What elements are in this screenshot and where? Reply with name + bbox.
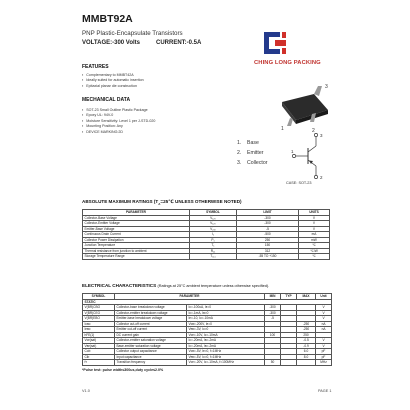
mechanical-item: ▪ DEVICE MARKING:2D	[82, 130, 155, 135]
pin-number-label: 2	[312, 128, 315, 134]
table-cell: -5	[265, 316, 281, 322]
table-cell: mA	[299, 232, 330, 238]
table-cell: 312	[237, 248, 299, 254]
cl-logo-icon	[262, 30, 288, 56]
table-cell: -500	[237, 232, 299, 238]
table-cell: Iᴄ=-100uA, Iᴇ=0	[187, 305, 265, 311]
table-cell: Vᴄᴇ=-10V, Iᴄ=-10mA	[187, 332, 265, 338]
abs-max-title-sub: A	[158, 201, 161, 206]
table-cell: V	[316, 343, 332, 349]
table-cell: 6.0	[297, 349, 316, 355]
mechanical-item: ▪ Epoxy UL: 94V-0	[82, 113, 155, 118]
company-name: CHING LONG PACKING	[254, 60, 321, 66]
mechanical-list	[82, 108, 155, 135]
pin-number: 3.	[237, 160, 242, 166]
table-row	[83, 360, 332, 366]
table-cell: Continuous Drain Current	[83, 232, 190, 238]
mechanical-item: ▪ Mounting Position: Any	[82, 124, 155, 129]
table-cell: Cob	[83, 349, 115, 355]
static-section-label: STATIC	[83, 299, 332, 305]
case-label: CASE: SOT-23	[286, 181, 312, 185]
table-cell: ℃	[299, 254, 330, 260]
table-cell: Collector-Emitter Voltage	[83, 221, 190, 227]
table-cell: ℃/W	[299, 248, 330, 254]
table-cell	[297, 360, 316, 366]
feature-item: ▪ Ideally suited for automatic insertion	[82, 78, 144, 83]
mechanical-heading: MECHANICAL DATA	[82, 97, 131, 103]
column-header: MIN	[265, 294, 281, 300]
table-cell: Storage Temperature Range	[83, 254, 190, 260]
pin-item	[237, 158, 267, 168]
table-cell: DC current gain	[115, 332, 187, 338]
table-cell: Collector cut-off current	[115, 321, 187, 327]
column-header: PARAMETER	[115, 294, 265, 300]
table-cell: -0.9	[297, 343, 316, 349]
table-cell: Collector-emitter breakdown voltage	[115, 310, 187, 316]
pin-number-label: 1	[281, 126, 284, 132]
pin-list	[237, 138, 267, 168]
table-cell: Iᴇ=-10, Iᴄ=-10mA	[187, 316, 265, 322]
table-cell: fᴛ	[83, 360, 115, 366]
page-footer: PAGE 1	[318, 389, 332, 393]
table-cell: V	[299, 226, 330, 232]
table-cell: Collector output capacitance	[115, 349, 187, 355]
table-cell: Collector-Base Voltage	[83, 215, 190, 221]
table-cell: Iᴄ=-20mA, Iʙ=-2mA	[187, 343, 265, 349]
table-cell: Iᴄ=-1mA, Iʙ=0	[187, 310, 265, 316]
abs-max-title	[82, 199, 242, 206]
elec-char-table	[82, 293, 332, 366]
table-cell: ℃	[299, 243, 330, 249]
abs-max-title-rest: =25℃ UNLESS OTHERWISE NOTED)	[160, 199, 242, 204]
pin-number-label: 3	[325, 84, 328, 90]
schematic-pin-label: 2	[320, 175, 323, 180]
table-cell: Iᴇʙᴏ	[83, 327, 115, 333]
table-cell: Vᴄᴇ(sat)	[83, 338, 115, 344]
elec-title-text: ELECTRICAL CHARACTERISTICS	[82, 283, 157, 288]
table-cell: Input capacitance	[115, 354, 187, 360]
voltage-current-line	[82, 40, 217, 46]
pin-item	[237, 138, 267, 148]
table-cell: Junction Temperature	[83, 243, 190, 249]
pnp-transistor-schematic-icon	[290, 132, 338, 182]
table-cell: V(BR)EBO	[83, 316, 115, 322]
pin-number: 1.	[237, 140, 242, 146]
table-cell: 150	[237, 243, 299, 249]
table-cell: pF	[316, 349, 332, 355]
table-cell: -250	[297, 321, 316, 327]
column-header: SYMBOL	[83, 294, 115, 300]
schematic-pin-label: 3	[320, 133, 323, 138]
table-cell: Collector-base breakdown voltage	[115, 305, 187, 311]
current-spec: CURRENT:-0.5A	[156, 40, 202, 46]
voltage-spec: VOLTAGE:-300 Volts	[82, 40, 141, 46]
table-cell: V	[316, 316, 332, 322]
table-cell: Iᴄ=-20mA, Iʙ=-2mA	[187, 338, 265, 344]
table-cell: Collector-emitter saturation voltage	[115, 338, 187, 344]
table-cell: Vʙᴇ(sat)	[83, 343, 115, 349]
pin-item	[237, 148, 267, 158]
table-cell: V₁₂₀	[190, 221, 237, 227]
mechanical-item: ▪ SOT-23 Small Outline Plastic Package	[82, 108, 155, 113]
table-cell: Vᴇʙ=-3V, Iᴄ=0	[187, 327, 265, 333]
table-cell: Transition frequency	[115, 360, 187, 366]
table-cell: I₁	[190, 232, 237, 238]
table-cell: -250	[297, 327, 316, 333]
table-cell: -0.5	[297, 338, 316, 344]
elec-title-note: (Ratings at 25°C ambient temperature unless otherwise specified).	[157, 284, 270, 288]
table-cell: -300	[237, 215, 299, 221]
table-cell: 250	[297, 332, 316, 338]
column-header: Unit	[316, 294, 332, 300]
abs-max-table	[82, 209, 330, 260]
pin-name: Emitter	[247, 150, 264, 156]
table-cell: -300	[265, 305, 281, 311]
table-cell: 8.0	[297, 354, 316, 360]
table-cell: P₁	[190, 237, 237, 243]
table-cell: Collector Power Dissipation	[83, 237, 190, 243]
sot23-package-image	[262, 80, 352, 140]
table-cell: Vᴇʙ=-5V, Iᴄ=0, f=1MHz	[187, 354, 265, 360]
table-cell: -300	[237, 221, 299, 227]
table-cell: nA	[316, 327, 332, 333]
table-cell: T₁₁₁	[190, 254, 237, 260]
table-cell	[281, 360, 297, 366]
feature-item: ▪ Complementary to MMBT42A	[82, 73, 144, 78]
table-cell: Vᴄᴇ=-20V, Iᴄ=-10mA, f=100MHz	[187, 360, 265, 366]
table-cell: Vᴄʙ=-5V, Iᴇ=0, f=1MHz	[187, 349, 265, 355]
table-row	[83, 254, 330, 260]
version-footer: V1.0	[82, 389, 90, 393]
features-list	[82, 73, 144, 89]
table-cell: -55 TO +150	[237, 254, 299, 260]
table-cell: Vᴄʙ=-200V, Iᴇ=0	[187, 321, 265, 327]
table-cell: V	[316, 310, 332, 316]
features-heading: FEATURES	[82, 64, 109, 70]
table-cell: V	[299, 221, 330, 227]
table-cell: Emitter cut-off current	[115, 327, 187, 333]
pin-name: Collector	[247, 160, 268, 166]
table-cell: Cib	[83, 354, 115, 360]
table-cell: R₁₁	[190, 248, 237, 254]
pin-number: 2.	[237, 150, 242, 156]
table-cell: V	[299, 215, 330, 221]
table-cell: V(BR)CEO	[83, 310, 115, 316]
table-cell: T₁	[190, 243, 237, 249]
table-cell: 100	[265, 332, 281, 338]
column-header: PARAMETER	[83, 210, 190, 216]
table-cell: V₁₂₀	[190, 215, 237, 221]
column-header: LIMIT	[237, 210, 299, 216]
feature-item: ▪ Epitaxial planar die construction	[82, 84, 144, 89]
part-description: PNP Plastic-Encapsulate Transistors	[82, 30, 183, 37]
column-header: UNITS	[299, 210, 330, 216]
elec-char-table-body	[83, 305, 332, 366]
table-cell: Thermal resistance from junction to ambient	[83, 248, 190, 254]
table-cell: -5	[237, 226, 299, 232]
table-cell: pF	[316, 354, 332, 360]
table-cell: Emitter-Base Voltage	[83, 226, 190, 232]
column-header: MAX	[297, 294, 316, 300]
schematic-pin-label: 1	[291, 149, 294, 154]
table-cell: V(BR)CBO	[83, 305, 115, 311]
table-cell: Emitter-base breakdown voltage	[115, 316, 187, 322]
table-cell: hFE(1)	[83, 332, 115, 338]
table-cell: V₂₁₀	[190, 226, 237, 232]
abs-max-table-body	[83, 215, 330, 259]
elec-title	[82, 283, 269, 288]
pin-name: Base	[247, 140, 259, 146]
table-cell: -300	[265, 310, 281, 316]
table-cell: 250	[237, 237, 299, 243]
column-header: TYP	[281, 294, 297, 300]
table-cell: Iᴄʙᴏ	[83, 321, 115, 327]
table-cell: Base-emitter saturation voltage	[115, 343, 187, 349]
table-cell: mW	[299, 237, 330, 243]
table-cell: nA	[316, 321, 332, 327]
pulse-test-note: *Pulse test: pulse width≤300us,duty cycle≤2.0%	[82, 368, 164, 372]
table-cell: 50	[265, 360, 281, 366]
table-cell: V	[316, 305, 332, 311]
mechanical-item: ▪ Moisture Sensitivity: Level 1 per J-STD-020	[82, 119, 155, 124]
table-cell: MHz	[316, 360, 332, 366]
abs-max-title-text: ABSOLUTE MAXIMUM RATINGS (T	[82, 199, 159, 204]
part-number-title: MMBT92A	[82, 13, 133, 25]
table-cell: V	[316, 338, 332, 344]
column-header: SYMBOL	[190, 210, 237, 216]
